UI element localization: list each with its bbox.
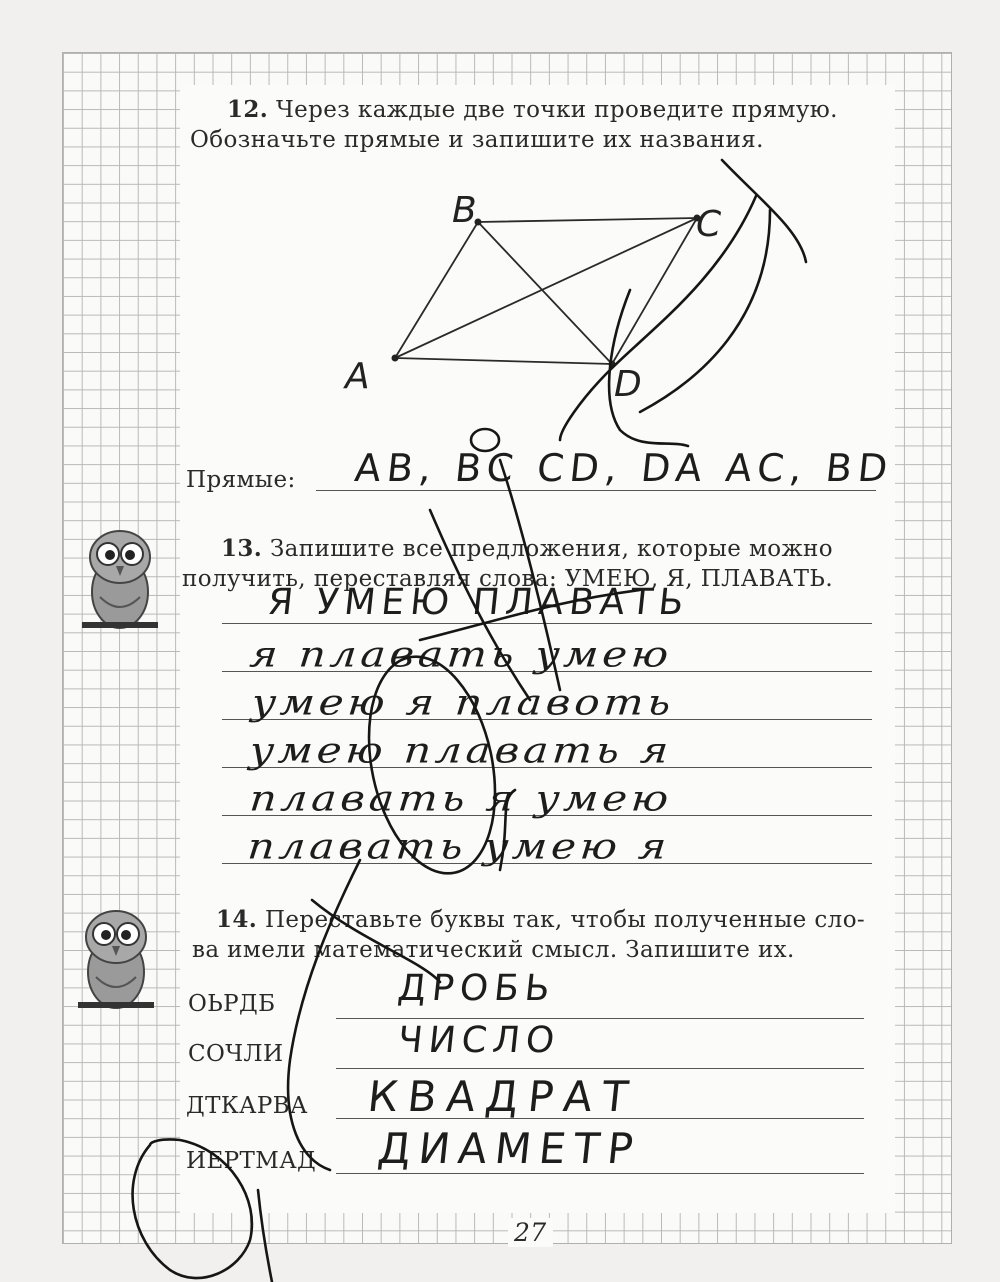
slash-1 bbox=[500, 460, 560, 690]
lines-label: Прямые: bbox=[186, 467, 296, 493]
sentence-3: умею я плавоть bbox=[250, 681, 677, 723]
small-circle bbox=[471, 429, 499, 451]
page-number: 27 bbox=[508, 1218, 553, 1247]
scribble-1 bbox=[560, 196, 756, 440]
big-oval bbox=[350, 645, 513, 885]
sentence-2: я плавать умею bbox=[248, 633, 674, 675]
sentence-5: плавать я умею bbox=[248, 777, 674, 819]
answer-3: КВАДРАТ bbox=[365, 1072, 641, 1121]
bottom-loop bbox=[133, 1139, 252, 1278]
label-a: A bbox=[345, 356, 370, 397]
task12-line2: Обозначьте прямые и запишите их названия. bbox=[190, 127, 764, 153]
sentence-4: умею плавать я bbox=[248, 729, 674, 771]
label-c: C bbox=[696, 204, 722, 245]
scrambled-2: СОЧЛИ bbox=[188, 1041, 284, 1067]
answer-2: ЧИСЛО bbox=[395, 1020, 563, 1061]
slash-5 bbox=[312, 900, 440, 982]
slash-6 bbox=[500, 790, 515, 870]
label-d: D bbox=[614, 364, 642, 405]
task14-text1: Переставьте буквы так, чтобы полученные сло- bbox=[264, 907, 866, 933]
task13-number: 13. bbox=[221, 535, 263, 562]
scrambled-3: ДТКАРВА bbox=[186, 1093, 308, 1119]
sentence-6: плавать умею я bbox=[246, 825, 672, 867]
task13-line2: получить, переставляя слова: УМЕЮ, Я, ПЛАВАТЬ. bbox=[182, 566, 834, 592]
task12-text1: Через каждые две точки проведите прямую. bbox=[275, 97, 838, 123]
lines-answer: AB, BC CD, DA AC, BD bbox=[352, 446, 896, 490]
slash-3 bbox=[420, 590, 640, 640]
label-b: B bbox=[452, 190, 477, 231]
bottom-stroke bbox=[258, 1190, 272, 1282]
task14-number: 14. bbox=[216, 906, 258, 933]
tick-mark bbox=[722, 160, 806, 262]
scribble-3 bbox=[609, 290, 688, 446]
slash-2 bbox=[430, 510, 530, 700]
answer-1: ДРОБЬ bbox=[395, 968, 558, 1009]
task13-text1: Запишите все предложения, которые можно bbox=[269, 536, 834, 562]
task14-line2: ва имели математический смысл. Запишите их. bbox=[192, 937, 795, 963]
scribble-2 bbox=[640, 210, 770, 412]
slash-4 bbox=[288, 860, 360, 1170]
scrambled-4: ИЕРТМАД bbox=[186, 1148, 317, 1174]
sentence-1: Я УМЕЮ ПЛАВАТЬ bbox=[265, 582, 692, 623]
scrambled-1: ОЬРДБ bbox=[188, 991, 276, 1017]
answer-4: ДИАМЕТР bbox=[375, 1124, 644, 1173]
task12-number: 12. bbox=[227, 96, 269, 123]
